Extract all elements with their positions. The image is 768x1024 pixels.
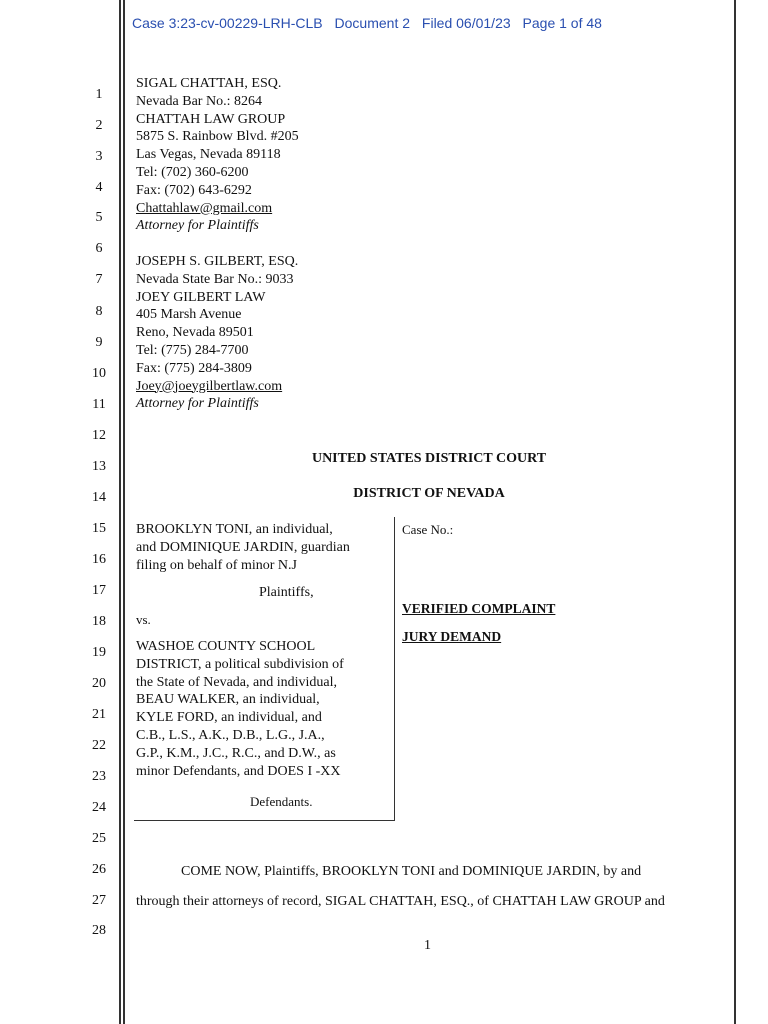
line-number: 19: [92, 645, 106, 660]
document-title: VERIFIED COMPLAINT: [402, 601, 556, 616]
defendants-line: DISTRICT, a political subdivision of: [136, 656, 344, 672]
body-line: through their attorneys of record, SIGAL CHATTAH, ESQ., of CHATTAH LAW GROUP and: [136, 894, 665, 909]
counsel-block-gilbert: [136, 253, 298, 413]
attorney-role: Attorney for Plaintiffs: [136, 396, 259, 412]
attorney-name: JOSEPH S. GILBERT, ESQ.: [136, 254, 299, 269]
line-number: 6: [95, 241, 103, 256]
defendants-line: C.B., L.S., A.K., D.B., L.G., J.A.,: [136, 727, 325, 743]
email-link[interactable]: Joey@joeygilbertlaw.com: [136, 378, 283, 394]
defendants-line: G.P., K.M., J.C., R.C., and D.W., as: [136, 745, 336, 761]
court-district: DISTRICT OF NEVADA: [353, 486, 505, 501]
line-number: 9: [95, 335, 103, 350]
fax: Fax: (775) 284-3809: [136, 360, 252, 376]
line-number: 5: [95, 210, 103, 225]
line-number: 11: [92, 397, 106, 412]
plaintiffs-line: and DOMINIQUE JARDIN, guardian: [136, 539, 350, 555]
filing-header: [132, 15, 610, 31]
line-number: 12: [92, 428, 106, 443]
attorney-role: Attorney for Plaintiffs: [136, 218, 259, 234]
telephone: Tel: (775) 284-7700: [136, 342, 249, 358]
line-number: 27: [92, 893, 106, 908]
line-number: 13: [92, 459, 106, 474]
left-margin-rule-outer: [119, 0, 121, 1024]
filed-date: Filed 06/01/23: [421, 15, 511, 31]
fax: Fax: (702) 643-6292: [136, 182, 252, 198]
left-margin-rule-inner: [123, 0, 125, 1024]
line-number: 1: [95, 87, 103, 102]
bar-number: Nevada State Bar No.: 9033: [136, 271, 294, 287]
plaintiffs-line: BROOKLYN TONI, an individual,: [136, 522, 333, 537]
address-line: Reno, Nevada 89501: [136, 325, 254, 341]
plaintiffs-label: Plaintiffs,: [259, 585, 314, 600]
telephone: Tel: (702) 360-6200: [136, 164, 249, 180]
defendants-line: the State of Nevada, and individual,: [136, 674, 337, 690]
line-number: 15: [92, 521, 106, 536]
defendants-line: KYLE FORD, an individual, and: [136, 710, 322, 726]
versus: vs.: [136, 612, 151, 627]
jury-demand: JURY DEMAND: [402, 629, 502, 644]
counsel-block-chattah: [136, 75, 299, 235]
court-title: UNITED STATES DISTRICT COURT: [311, 451, 547, 466]
line-number: 2: [95, 118, 103, 133]
line-number: 16: [92, 552, 106, 567]
defendants-line: WASHOE COUNTY SCHOOL: [136, 639, 316, 654]
body-line: COME NOW, Plaintiffs, BROOKLYN TONI and DOMINIQUE JARDIN, by and: [181, 864, 642, 879]
line-number: 8: [95, 304, 103, 319]
defendants-line: BEAU WALKER, an individual,: [136, 692, 320, 708]
line-number: 14: [92, 490, 106, 505]
line-number: 23: [92, 769, 106, 784]
line-number: 20: [92, 676, 106, 691]
line-number: 7: [95, 272, 103, 287]
page-number: 1: [424, 938, 431, 953]
defendants-line: minor Defendants, and DOES I -XX: [136, 763, 341, 779]
case-number: Case 3:23-cv-00229-LRH-CLB: [132, 15, 323, 31]
bar-number: Nevada Bar No.: 8264: [136, 93, 262, 109]
caption-bottom-rule: [134, 820, 395, 821]
line-number: 26: [92, 862, 106, 877]
line-number: 28: [92, 923, 106, 938]
line-number: 4: [95, 180, 103, 195]
defendants-caption: [136, 638, 344, 780]
address-line: 405 Marsh Avenue: [136, 307, 242, 323]
line-number: 18: [92, 614, 106, 629]
right-margin-rule: [734, 0, 736, 1024]
address-line: 5875 S. Rainbow Blvd. #205: [136, 129, 299, 145]
email-link[interactable]: Chattahlaw@gmail.com: [136, 200, 273, 216]
document-number: Document 2: [334, 15, 411, 31]
line-number: 17: [92, 583, 106, 598]
plaintiffs-caption: [136, 521, 350, 574]
line-number: 21: [92, 707, 106, 722]
line-number: 22: [92, 738, 106, 753]
defendants-label: Defendants.: [250, 794, 313, 809]
line-number: 24: [92, 800, 106, 815]
address-line: Las Vegas, Nevada 89118: [136, 147, 281, 163]
firm-name: CHATTAH LAW GROUP: [136, 111, 286, 127]
line-number: 3: [95, 149, 103, 164]
line-number: 25: [92, 831, 106, 846]
caption-divider: [394, 517, 395, 821]
firm-name: JOEY GILBERT LAW: [136, 289, 266, 305]
page-indicator: Page 1 of 48: [522, 15, 602, 31]
plaintiffs-line: filing on behalf of minor N.J: [136, 557, 297, 573]
line-number: 10: [92, 366, 106, 381]
attorney-name: SIGAL CHATTAH, ESQ.: [136, 76, 282, 91]
case-no-label: Case No.:: [402, 522, 454, 537]
